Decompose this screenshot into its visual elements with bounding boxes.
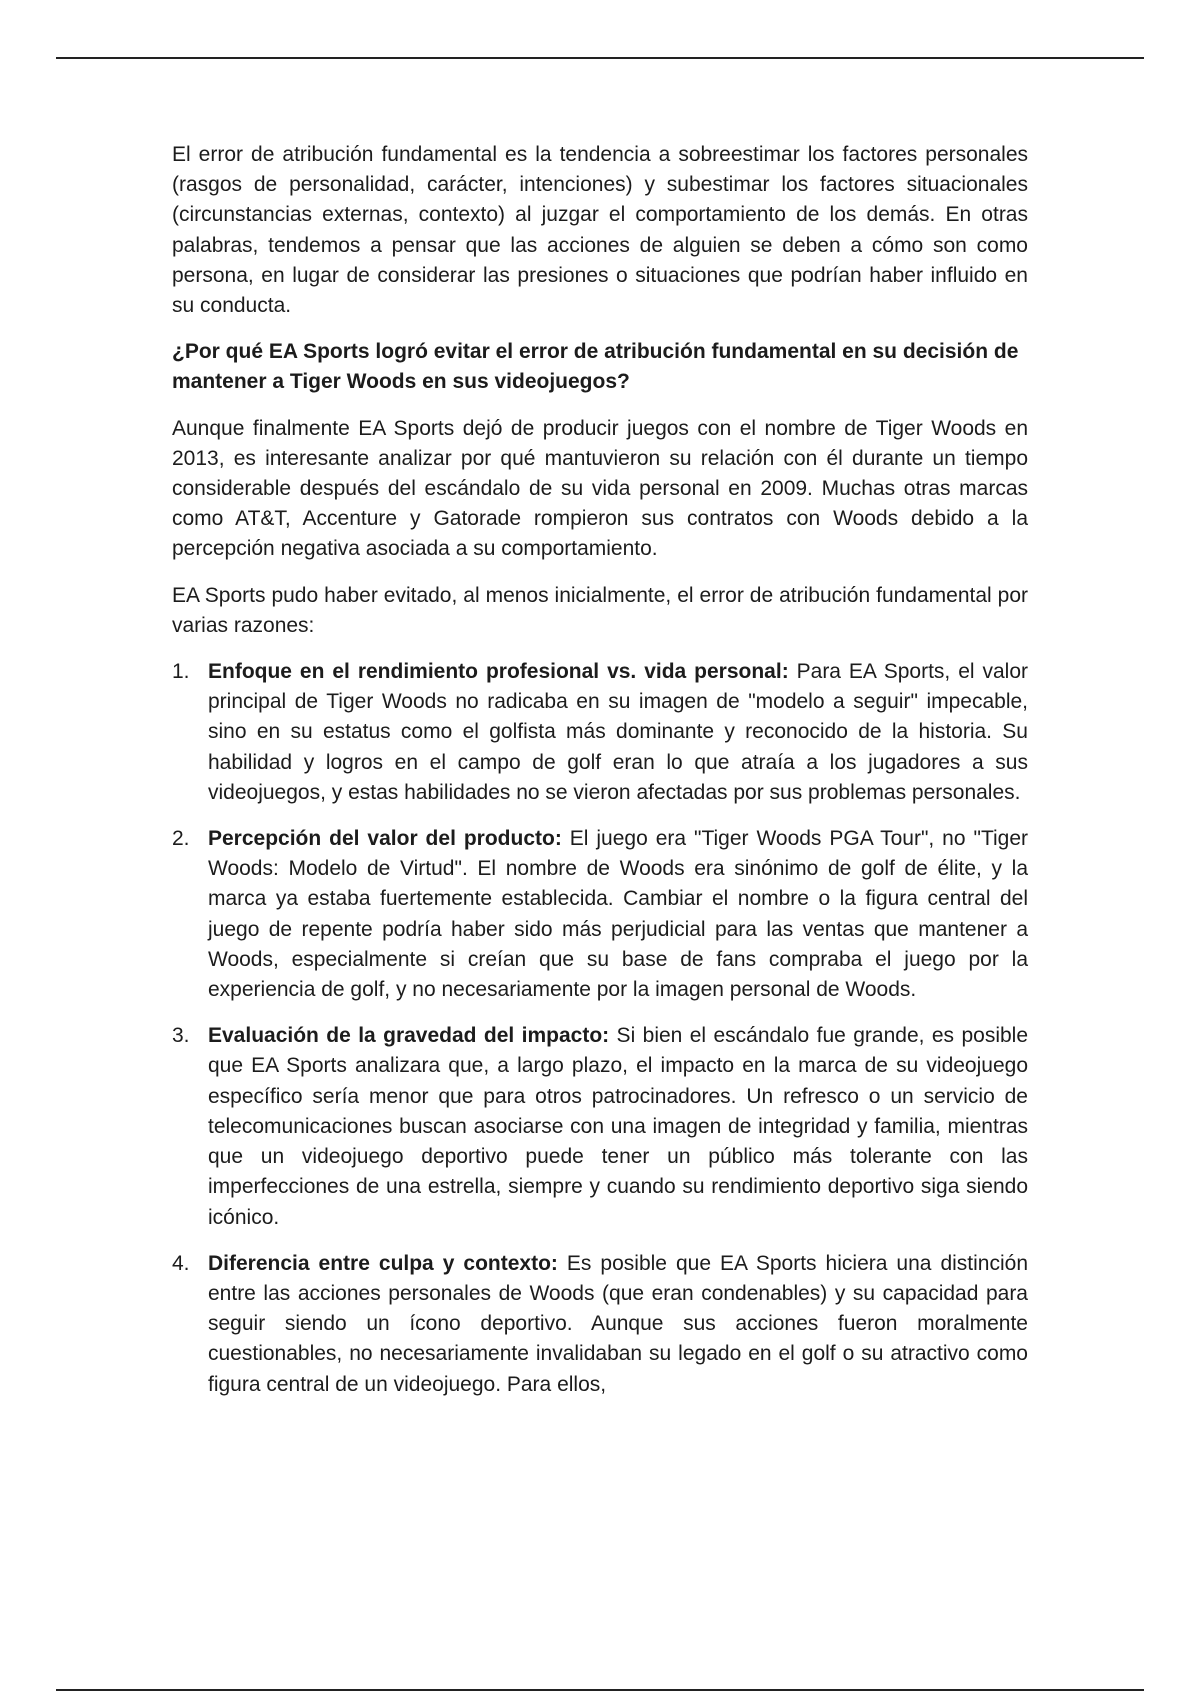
list-item xyxy=(172,657,1028,808)
list-item-text: Es posible que EA Sports hiciera una distinción entre las acciones personales de Woods (que eran condenables) y su capacidad para seguir siendo un ícono deportivo. Aunque sus acciones fueron moralmente cuestionables, no necesariamente invalidaban su legado en el golf o su atractivo como figura central de un videojuego. Para ellos, xyxy=(208,1251,1028,1396)
question-heading: ¿Por qué EA Sports logró evitar el error de atribución fundamental en su decisión de mantener a Tiger Woods en sus videojuegos? xyxy=(172,340,1019,394)
list-item-title: Percepción del valor del producto: xyxy=(208,827,562,851)
context-paragraph: Aunque finalmente EA Sports dejó de producir juegos con el nombre de Tiger Woods en 2013, es interesante analizar por qué mantuvieron su relación con él durante un tiempo considerable después del escándalo de su vida personal en 2009. Muchas otras marcas como AT&T, Accenture y Gatorade rompieron sus contratos con Woods debido a la percepción negativa asociada a su comportamiento. xyxy=(172,416,1028,561)
header-rule xyxy=(56,57,1144,59)
list-item-number: 1. xyxy=(172,660,190,684)
list-item-title: Evaluación de la gravedad del impacto: xyxy=(208,1024,610,1048)
footer-rule xyxy=(56,1689,1144,1691)
reasons-list xyxy=(172,657,1028,1400)
reasons-intro-paragraph: EA Sports pudo haber evitado, al menos inicialmente, el error de atribución fundamental por varias razones: xyxy=(172,583,1028,637)
list-item xyxy=(172,1021,1028,1232)
list-item-title: Enfoque en el rendimiento profesional vs. vida personal: xyxy=(208,660,789,684)
list-item-text: Para EA Sports, el valor principal de Tiger Woods no radicaba en su imagen de "modelo a seguir" impecable, sino en su estatus como el golfista más dominante y reconocido de la historia. Su habilidad y logros en el campo de golf eran lo que atraía a los jugadores a sus videojuegos, y estas habilidades no se vieron afectadas por sus problemas personales. xyxy=(208,660,1028,804)
list-item-number: 3. xyxy=(172,1024,190,1048)
list-item-title: Diferencia entre culpa y contexto: xyxy=(208,1251,558,1275)
document-body xyxy=(172,140,1028,1416)
list-item-text: El juego era "Tiger Woods PGA Tour", no "Tiger Woods: Modelo de Virtud". El nombre de Woods era sinónimo de golf de élite, y la marca ya estaba fuertemente establecida. Cambiar el nombre o la figura central del juego de repente podría haber sido más perjudicial para las ventas que mantener a Woods, especialmente si creían que su base de fans compraba el juego por la experiencia de golf, y no necesariamente por la imagen personal de Woods. xyxy=(208,827,1029,1002)
list-item-text: Si bien el escándalo fue grande, es posible que EA Sports analizara que, a largo plazo, el impacto en la marca de su videojuego específico sería menor que para otros patrocinadores. Un refresco o un servicio de telecomunicaciones buscan asociarse con una imagen de integridad y familia, mientras que un videojuego deportivo puede tener un público más tolerante con las imperfecciones de una estrella, siempre y cuando su rendimiento deportivo siga siendo icónico. xyxy=(208,1024,1029,1229)
list-item xyxy=(172,824,1028,1005)
list-item-number: 2. xyxy=(172,827,190,851)
list-item-number: 4. xyxy=(172,1251,190,1275)
list-item xyxy=(172,1249,1028,1400)
intro-paragraph: El error de atribución fundamental es la tendencia a sobreestimar los factores personales (rasgos de personalidad, carácter, intenciones) y subestimar los factores situacionales (circunstancias externas, contexto) al juzgar el comportamiento de los demás. En otras palabras, tendemos a pensar que las acciones de alguien se deben a cómo son como persona, en lugar de considerar las presiones o situaciones que podrían haber influido en su conducta. xyxy=(172,143,1028,318)
